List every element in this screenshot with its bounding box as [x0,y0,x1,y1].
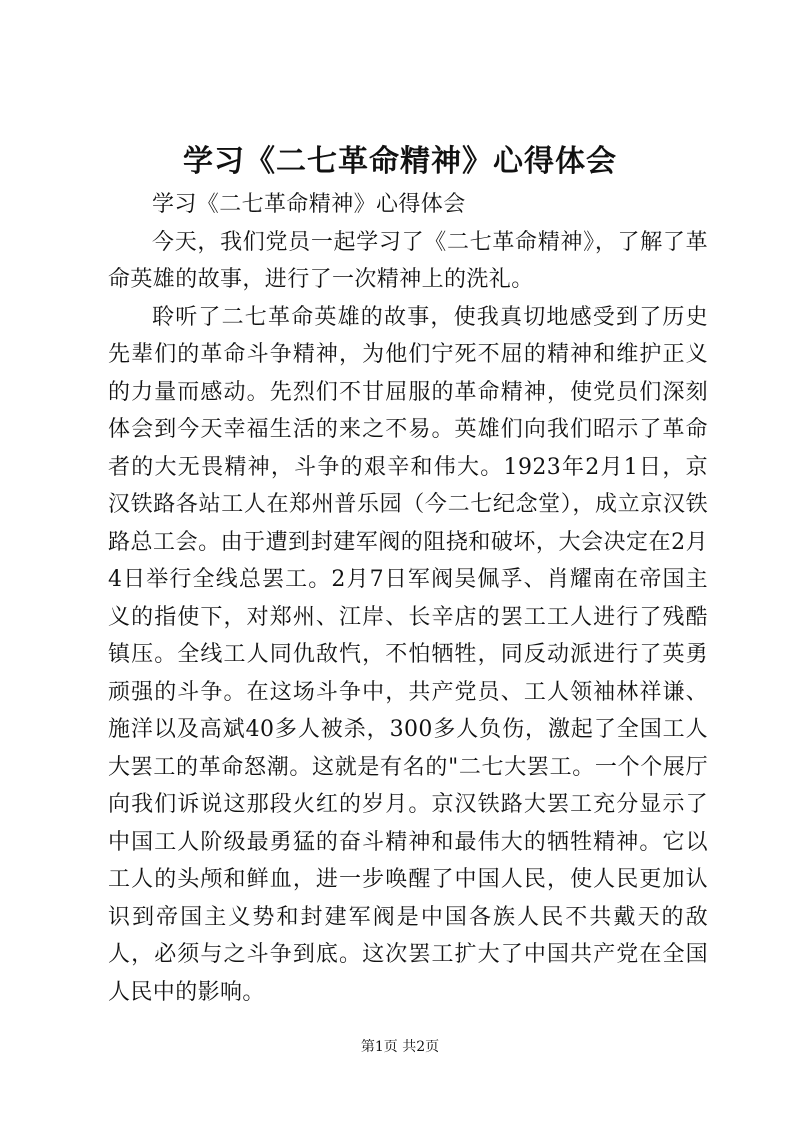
main-paragraph: 聆听了二七革命英雄的故事，使我真切地感受到了历史先辈们的革命斗争精神，为他们宁死不屈的精神和维护正义的力量而感动。先烈们不甘屈服的革命精神，使党员们深刻体会到今天幸福生活的来之不易。英雄们向我们昭示了革命者的大无畏精神，斗争的艰辛和伟大。1923年2月1日，京汉铁路各站工人在郑州普乐园（今二七纪念堂），成立京汉铁路总工会。由于遭到封建军阀的阻挠和破坏，大会决定在2月4日举行全线总罢工。2月7日军阀吴佩孚、肖耀南在帝国主义的指使下，对郑州、江岸、长辛店的罢工工人进行了残酷镇压。全线工人同仇敌忾，不怕牺牲，同反动派进行了英勇顽强的斗争。在这场斗争中，共产党员、工人领袖林祥谦、施洋以及高斌40多人被杀，300多人负伤，激起了全国工人大罢工的革命怒潮。这就是有名的"二七大罢工。一个个展厅向我们诉说这那段火红的岁月。京汉铁路大罢工充分显示了中国工人阶级最勇猛的奋斗精神和最伟大的牺牲精神。它以工人的头颅和鲜血，进一步唤醒了中国人民，使人民更加认识到帝国主义势和封建军阀是中国各族人民不共戴天的敌人，必须与之斗争到底。这次罢工扩大了中国共产党在全国人民中的影响。 [108,304,708,1005]
document-title: 学习《二七革命精神》心得体会 [183,144,617,179]
page-footer: 第1页 共2页 [360,1039,440,1055]
subtitle-paragraph: 学习《二七革命精神》心得体会 [152,192,466,217]
intro-paragraph: 今天，我们党员一起学习了《二七革命精神》，了解了革命英雄的故事，进行了一次精神上的洗礼。 [108,229,708,292]
document-body [108,186,708,1011]
